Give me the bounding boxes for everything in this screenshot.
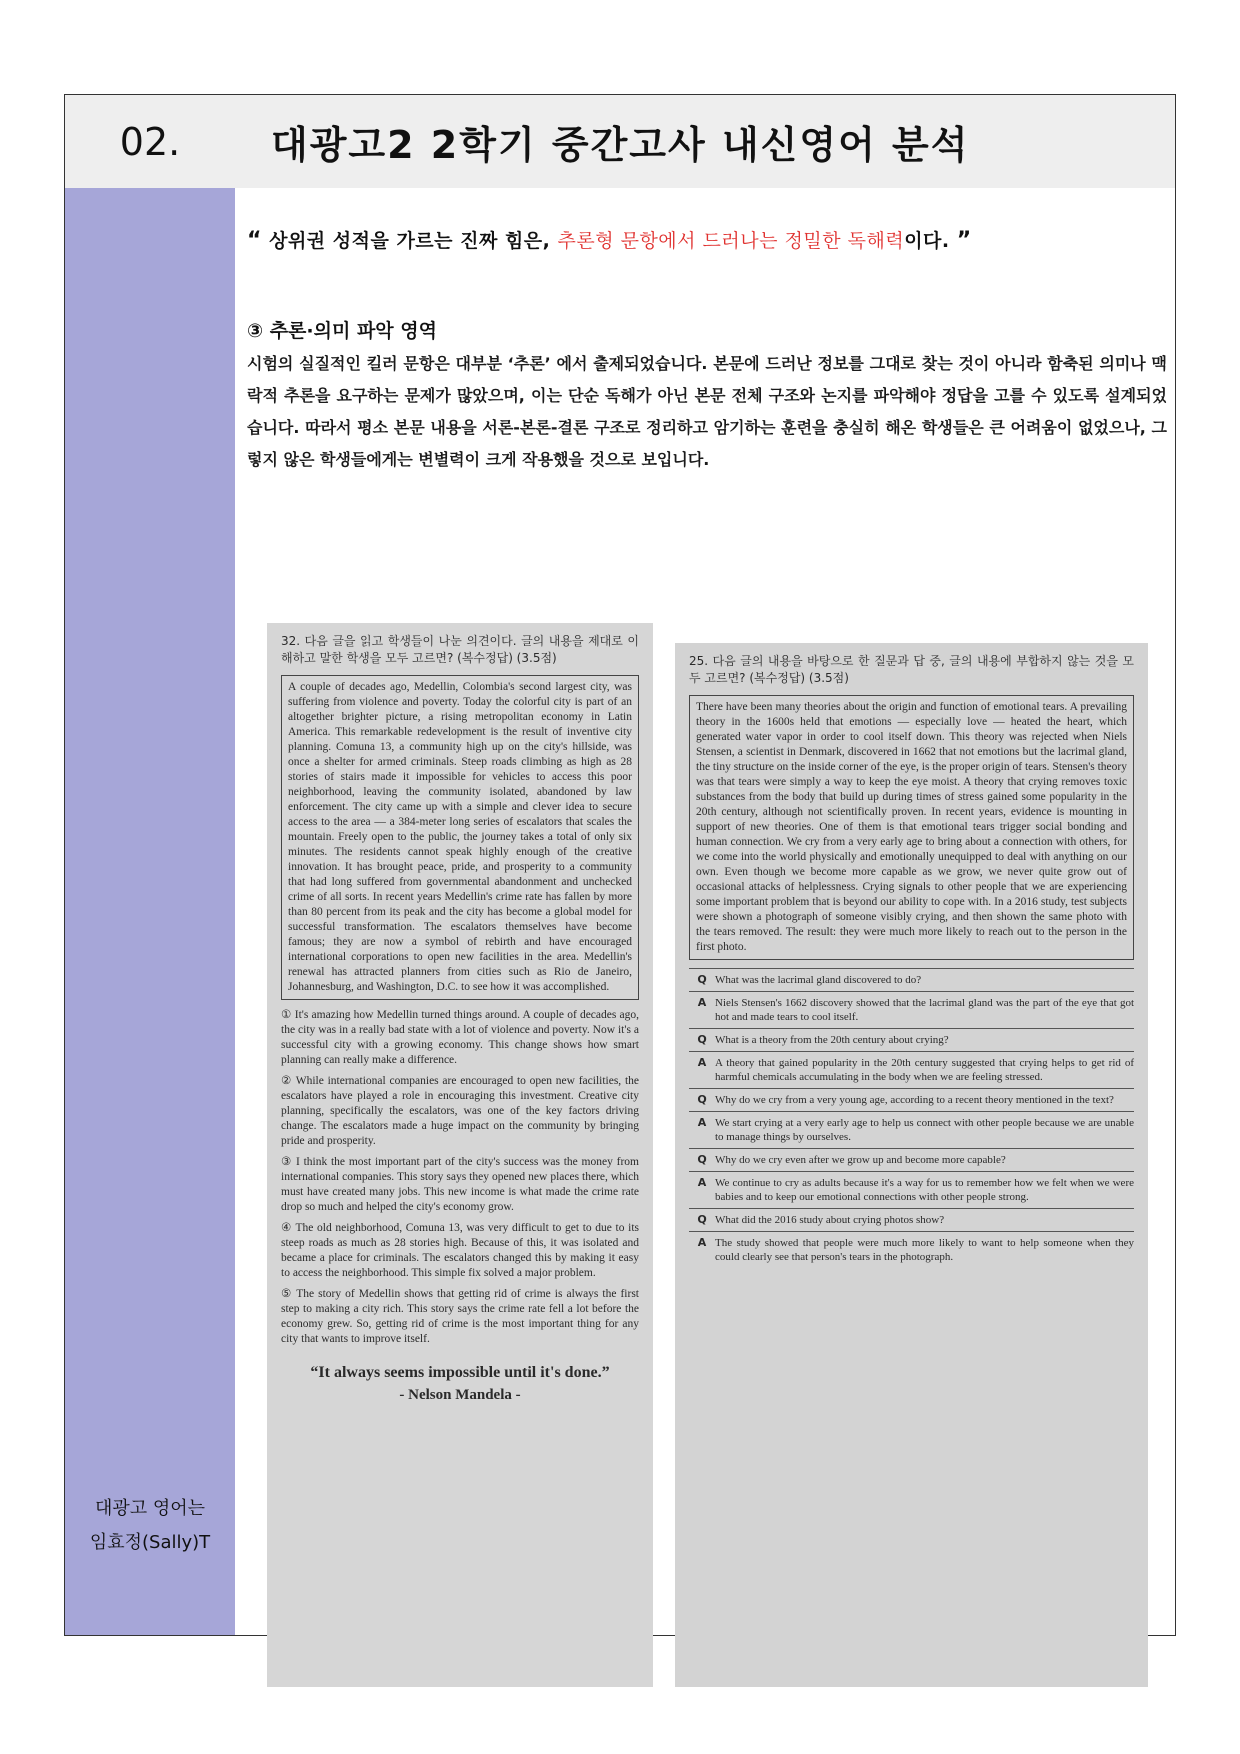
section-number: 02. (119, 119, 181, 164)
quote-pre: 상위권 성적을 가르는 진짜 힘은, (269, 230, 558, 252)
scan-right-qa-list (689, 968, 1134, 1268)
quote-open-mark: “ (247, 228, 262, 253)
sidebar (65, 188, 235, 1635)
sidebar-note-line1: 대광고 영어는 (94, 1498, 206, 1519)
qa-question: Q Why do we cry even after we grow up and become more capable? (689, 1148, 1134, 1171)
scan-right-passage: There have been many theories about the origin and function of emotional tears. A prevailing theory in the 1600s held that emotions — especially love — heated the heart, which generated water vapor in order to cool itself down. This theory was rejected when Niels Stensen, a scientist in Denmark, discovered in 1662 that not emotions but the lacrimal gland, the tiny structure on the inside corner of the eye, is the proper origin of tears. Stensen's theory was that tears were simply a way to keep the eye moist. A theory that crying removes toxic substances from the body that build up during times of stress gained some popularity in the 20th century, although not scientifically proven. In recent years, evidence is mounting in support of new theories. One of them is that emotional tears trigger social bonding and human connection. We cry from a very early age to bring about a connection with others, for we come into the world physically and emotionally unequipped to deal with anything on our own. Even though we become more capable as we grow, we never quite grow out of occasional attacks of helplessness. Crying signals to other people that we are experiencing some important problem that is beyond our ability to cope with. In a 2016 study, test subjects were shown a photograph of someone visibly crying, and then shown the same photo with the tears removed. The result: they were much more likely to reach out to the person in the first photo. (689, 695, 1134, 960)
scan-left-motto: “It always seems impossible until it's done.” (310, 1364, 610, 1381)
header-bar (65, 95, 1175, 188)
a-label: A (697, 1056, 707, 1069)
q-label: Q (697, 973, 707, 986)
page-frame (64, 94, 1176, 1636)
qa-answer: A A theory that gained popularity in the 20th century suggested that crying helps to get rid of harmful chemicals accumulating in the body when we are feeling stressed. (689, 1051, 1134, 1088)
scan-left-option: ③ I think the most important part of the city's success was the money from international companies. This story says they opened new places there, which must have created many jobs. This new income is what made the crime rate drop so much and helped the city's economy grow. (281, 1156, 639, 1213)
q-label: Q (697, 1093, 707, 1106)
scan-left-passage: A couple of decades ago, Medellin, Colombia's second largest city, was suffering from violence and poverty. Today the colorful city is part of an altogether brighter picture, a rising metropolitan economy in Latin America. This remarkable redevelopment is the result of inventive city planning. Comuna 13, a community high up on the city's hillside, was once a shelter for armed criminals. Steep roads climbing as high as 28 stories of stairs made it impossible for vehicles to access this poor neighborhood, leaving the community isolated, abandoned by law enforcement. The city came up with a simple and clever idea to secure access to the area — a 384-meter long series of escalators that scales the mountain. Freely open to the public, the journey takes a total of only six minutes. The residents cannot speak highly enough of the creative innovation. It has brought peace, pride, and prosperity to a community that had long suffered from governmental abandonment and unchecked crime of all sorts. In recent years Medellin's crime rate has fallen by more than 80 percent from its peak and the city has become a global model for successful transformation. The escalators themselves have become famous; they are now a symbol of rebirth and have encouraged international corporations to open new facilities in the area. Medellin's renewal has attracted planners from cities such as Rio de Janeiro, Johannesburg, and Washington, D.C. to see how it was accomplished. (281, 675, 639, 1000)
qa-answer: A We continue to cry as adults because it's a way for us to remember how we felt when we were babies and to keep our emotional connections with other people strong. (689, 1171, 1134, 1208)
qa-answer: A Niels Stensen's 1662 discovery showed that the lacrimal gland was the part of the eye that got hot and made tears to cool itself. (689, 991, 1134, 1028)
qa-question: Q What was the lacrimal gland discovered to do? (689, 968, 1134, 991)
key-quote (247, 226, 972, 253)
scan-left-option: ⑤ The story of Medellin shows that getting rid of crime is always the first step to making a city rich. This story says the crime rate fell a lot before the economy grew. So, getting rid of crime is the most important thing for any city that wants to improve itself. (281, 1288, 639, 1345)
q-label: Q (697, 1033, 707, 1046)
qa-answer: A We start crying at a very early age to help us connect with other people because we are unable to manage things by ourselves. (689, 1111, 1134, 1148)
a-label: A (697, 1116, 707, 1129)
quote-close-mark: ” (956, 228, 972, 253)
quote-post: 이다. (904, 230, 950, 252)
scan-left-option: ② While international companies are encouraged to open new facilities, the escalators have played a role in encouraging this investment. Creative city planning, specifically the escalators, was one of the key factors driving change. The escalators made a huge impact on the community by bringing pride and prosperity. (281, 1075, 639, 1147)
a-label: A (697, 1236, 707, 1249)
quote-highlight: 추론형 문항에서 드러나는 정밀한 독해력 (557, 230, 905, 252)
a-label: A (697, 996, 707, 1009)
qa-answer: A The study showed that people were much more likely to want to help someone when they could clearly see that person's tears in the photograph. (689, 1231, 1134, 1268)
exam-scan-left (267, 623, 653, 1687)
qa-question: Q Why do we cry from a very young age, according to a recent theory mentioned in the text? (689, 1088, 1134, 1111)
scan-left-option: ① It's amazing how Medellin turned things around. A couple of decades ago, the city was in a really bad state with a lot of violence and poverty. Now it's a successful city with a growing economy. This change shows how smart planning can really make a difference. (281, 1009, 639, 1066)
scan-left-option: ④ The old neighborhood, Comuna 13, was very difficult to get to due to its steep roads as much as 28 stories high. Because of this, it was isolated and became a place for criminals. The escalators changed this by making it easy to access the neighborhood. This simple fix solved a major problem. (281, 1222, 639, 1279)
scan-left-question: 32. 다음 글을 읽고 학생들이 나눈 의견이다. 글의 내용을 제대로 이해하고 말한 학생을 모두 고르면? (복수정답) (3.5점) (281, 634, 639, 665)
section-body: 시험의 실질적인 킬러 문항은 대부분 ‘추론’ 에서 출제되었습니다. 본문에 드러난 정보를 그대로 찾는 것이 아니라 함축된 의미나 맥락적 추론을 요구하는 문제가 많았으며, 이는 단순 독해가 아닌 본문 전체 구조와 논지를 파악해야 정답을 고를 수 있도록 설계되었습니다. 따라서 평소 본문 내용을 서론-본론-결론 구조로 정리하고 암기하는 훈련을 충실히 해온 학생들은 큰 어려움이 없었으나, 그렇지 않은 학생들에게는 변별력이 크게 작용했을 것으로 보입니다. (247, 354, 1167, 469)
sidebar-note-line2: 임효정(Sally)T (89, 1532, 211, 1553)
scan-left-author: - Nelson Mandela - (399, 1387, 521, 1403)
a-label: A (697, 1176, 707, 1189)
q-label: Q (697, 1153, 707, 1166)
page-title: 대광고2 2학기 중간고사 내신영어 분석 (271, 123, 970, 167)
qa-question: Q What is a theory from the 20th century about crying? (689, 1028, 1134, 1051)
qa-question: Q What did the 2016 study about crying photos show? (689, 1208, 1134, 1231)
exam-scan-right (675, 643, 1148, 1687)
main-content (235, 188, 1175, 1635)
q-label: Q (697, 1213, 707, 1226)
sidebar-note (65, 1492, 235, 1560)
section-heading: ③ 추론·의미 파악 영역 (247, 320, 437, 342)
scan-right-question: 25. 다음 글의 내용을 바탕으로 한 질문과 답 중, 글의 내용에 부합하지 않는 것을 모두 고르면? (복수정답) (3.5점) (689, 654, 1134, 685)
